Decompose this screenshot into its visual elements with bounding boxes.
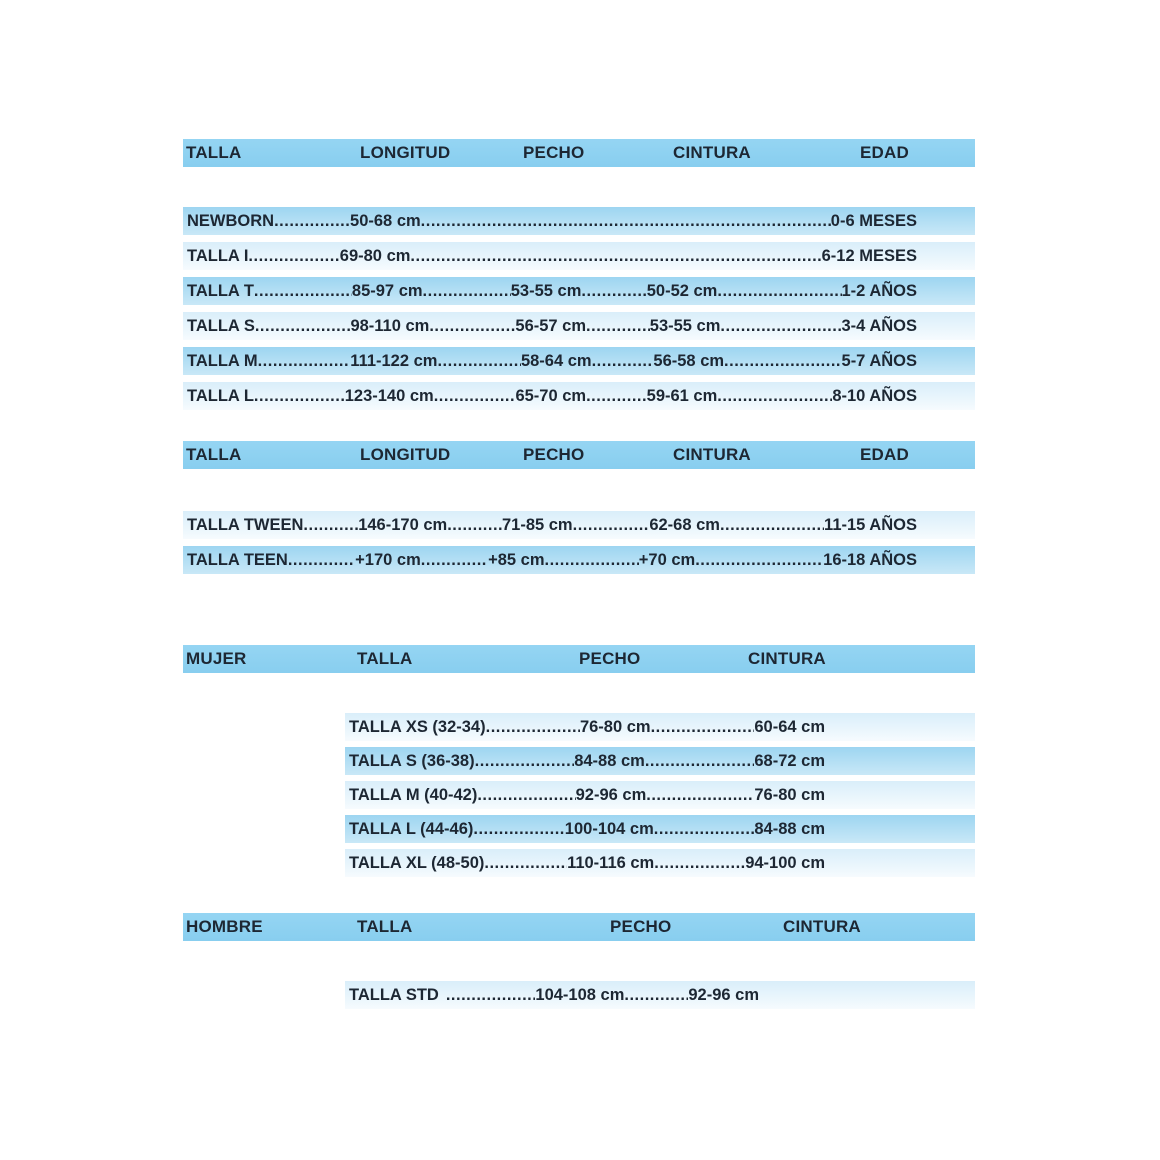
measurement-value: 62-68 cm bbox=[649, 516, 720, 534]
table-row bbox=[345, 849, 975, 877]
size-label: TALLA M (40-42) bbox=[349, 786, 478, 804]
size-tables-container bbox=[183, 139, 975, 1039]
measurement-value: 56-57 cm bbox=[515, 317, 587, 335]
dot-leader bbox=[695, 546, 823, 574]
header-mujer: MUJER bbox=[186, 649, 247, 668]
size-label: TALLA M bbox=[187, 352, 258, 370]
dot-leader bbox=[592, 347, 654, 375]
table-row bbox=[183, 347, 975, 375]
kids-table-header bbox=[183, 139, 975, 167]
dot-leader bbox=[624, 981, 688, 1009]
dot-leader bbox=[645, 747, 755, 775]
measurement-value: 69-80 cm bbox=[339, 247, 411, 265]
dot-leader bbox=[545, 546, 639, 574]
header-edad: EDAD bbox=[860, 143, 909, 162]
measurement-value: 104-108 cm bbox=[535, 986, 625, 1004]
dot-leader bbox=[484, 849, 567, 877]
header-talla: TALLA bbox=[186, 143, 242, 162]
dot-leader bbox=[446, 981, 536, 1009]
age-value: 16-18 AÑOS bbox=[823, 551, 917, 569]
measurement-value: 111-122 cm bbox=[350, 352, 438, 370]
table-row bbox=[345, 747, 975, 775]
men-table-header bbox=[183, 913, 975, 941]
measurement-value: 146-170 cm bbox=[358, 516, 448, 534]
measurement-value: 84-88 cm bbox=[754, 820, 825, 838]
measurement-value: 60-64 cm bbox=[754, 718, 825, 736]
table-row bbox=[183, 546, 975, 574]
dot-leader bbox=[573, 511, 650, 539]
size-label: NEWBORN bbox=[187, 212, 275, 230]
measurement-value: 50-68 cm bbox=[350, 212, 421, 230]
dot-leader bbox=[410, 242, 821, 270]
measurement-value: 71-85 cm bbox=[501, 516, 573, 534]
age-value: 0-6 MESES bbox=[830, 212, 917, 230]
table-row bbox=[345, 781, 975, 809]
measurement-value: 84-88 cm bbox=[574, 752, 645, 770]
size-label: TALLA S bbox=[187, 317, 255, 335]
header-hombre: HOMBRE bbox=[186, 917, 263, 936]
table-row bbox=[183, 242, 975, 270]
dot-leader bbox=[429, 312, 515, 340]
measurement-value: +85 cm bbox=[488, 551, 545, 569]
dot-leader bbox=[654, 815, 755, 843]
measurement-value: 100-104 cm bbox=[564, 820, 654, 838]
table-row bbox=[183, 511, 975, 539]
age-value: 11-15 AÑOS bbox=[824, 516, 917, 534]
age-value: 1-2 AÑOS bbox=[841, 282, 917, 300]
size-label: TALLA L (44-46) bbox=[349, 820, 474, 838]
header-longitud: LONGITUD bbox=[360, 143, 451, 162]
dot-leader bbox=[248, 242, 339, 270]
measurement-value: 76-80 cm bbox=[579, 718, 651, 736]
header-cintura: CINTURA bbox=[748, 649, 826, 668]
table-row bbox=[345, 981, 975, 1009]
dot-leader bbox=[586, 312, 650, 340]
dot-leader bbox=[586, 382, 647, 410]
measurement-value: 85-97 cm bbox=[351, 282, 423, 300]
header-pecho: PECHO bbox=[610, 917, 672, 936]
dot-leader bbox=[423, 277, 511, 305]
dot-leader bbox=[654, 849, 745, 877]
header-longitud: LONGITUD bbox=[360, 445, 451, 464]
header-edad: EDAD bbox=[860, 445, 909, 464]
dot-leader bbox=[646, 781, 754, 809]
dot-leader bbox=[477, 781, 575, 809]
dot-leader bbox=[720, 312, 841, 340]
measurement-value: 92-96 cm bbox=[688, 986, 759, 1004]
measurement-value: 53-55 cm bbox=[510, 282, 582, 300]
header-cintura: CINTURA bbox=[673, 143, 751, 162]
dot-leader bbox=[254, 277, 352, 305]
header-cintura: CINTURA bbox=[783, 917, 861, 936]
header-pecho: PECHO bbox=[579, 649, 641, 668]
dot-leader bbox=[421, 546, 488, 574]
header-talla: TALLA bbox=[357, 649, 413, 668]
measurement-value: 68-72 cm bbox=[754, 752, 825, 770]
table-row bbox=[183, 312, 975, 340]
age-value: 3-4 AÑOS bbox=[841, 317, 917, 335]
table-row bbox=[345, 815, 975, 843]
dot-leader bbox=[258, 347, 351, 375]
dot-leader bbox=[434, 382, 516, 410]
dot-leader bbox=[288, 546, 355, 574]
header-cintura: CINTURA bbox=[673, 445, 751, 464]
age-value: 6-12 MESES bbox=[821, 247, 917, 265]
measurement-value: 94-100 cm bbox=[745, 854, 825, 872]
measurement-value: 92-96 cm bbox=[575, 786, 647, 804]
dot-leader bbox=[447, 511, 502, 539]
dot-leader bbox=[473, 815, 564, 843]
size-label: TALLA TWEEN bbox=[187, 516, 304, 534]
dot-leader bbox=[303, 511, 358, 539]
measurement-value: +70 cm bbox=[638, 551, 696, 569]
measurement-value: 59-61 cm bbox=[646, 387, 718, 405]
size-label: TALLA S (36-38) bbox=[349, 752, 475, 770]
measurement-value: 53-55 cm bbox=[649, 317, 721, 335]
measurement-value: 58-64 cm bbox=[520, 352, 592, 370]
teen-table-header bbox=[183, 441, 975, 469]
size-label: TALLA L bbox=[187, 387, 254, 405]
size-label: TALLA I bbox=[187, 247, 249, 265]
header-talla: TALLA bbox=[186, 445, 242, 464]
measurement-value: 98-110 cm bbox=[350, 317, 430, 335]
size-label: TALLA TEEN bbox=[187, 551, 288, 569]
measurement-value: +170 cm bbox=[355, 551, 421, 569]
measurement-value: 110-116 cm bbox=[567, 854, 655, 872]
dot-leader bbox=[651, 713, 755, 741]
size-label: TALLA XS (32-34) bbox=[349, 718, 486, 736]
age-value: 8-10 AÑOS bbox=[832, 387, 917, 405]
dot-leader bbox=[421, 207, 831, 235]
women-table-header bbox=[183, 645, 975, 673]
measurement-value: 65-70 cm bbox=[515, 387, 587, 405]
dot-leader bbox=[486, 713, 580, 741]
table-row bbox=[183, 277, 975, 305]
table-row bbox=[183, 207, 975, 235]
dot-leader bbox=[254, 382, 345, 410]
age-value: 5-7 AÑOS bbox=[841, 352, 918, 370]
measurement-value: 123-140 cm bbox=[344, 387, 434, 405]
size-label: TALLA STD bbox=[349, 986, 439, 1004]
measurement-value: 56-58 cm bbox=[653, 352, 725, 370]
dot-leader bbox=[437, 347, 520, 375]
size-label: TALLA T bbox=[187, 282, 254, 300]
measurement-value: 76-80 cm bbox=[754, 786, 825, 804]
table-row bbox=[183, 382, 975, 410]
dot-leader bbox=[475, 747, 575, 775]
dot-leader bbox=[717, 382, 832, 410]
dot-leader bbox=[724, 347, 841, 375]
header-pecho: PECHO bbox=[523, 445, 585, 464]
size-label: TALLA XL (48-50) bbox=[349, 854, 485, 872]
dot-leader bbox=[255, 312, 351, 340]
header-talla: TALLA bbox=[357, 917, 413, 936]
dot-leader bbox=[274, 207, 350, 235]
dot-leader bbox=[720, 511, 824, 539]
dot-leader bbox=[581, 277, 646, 305]
table-row bbox=[345, 713, 975, 741]
dot-leader bbox=[717, 277, 841, 305]
measurement-value: 50-52 cm bbox=[646, 282, 718, 300]
header-pecho: PECHO bbox=[523, 143, 585, 162]
